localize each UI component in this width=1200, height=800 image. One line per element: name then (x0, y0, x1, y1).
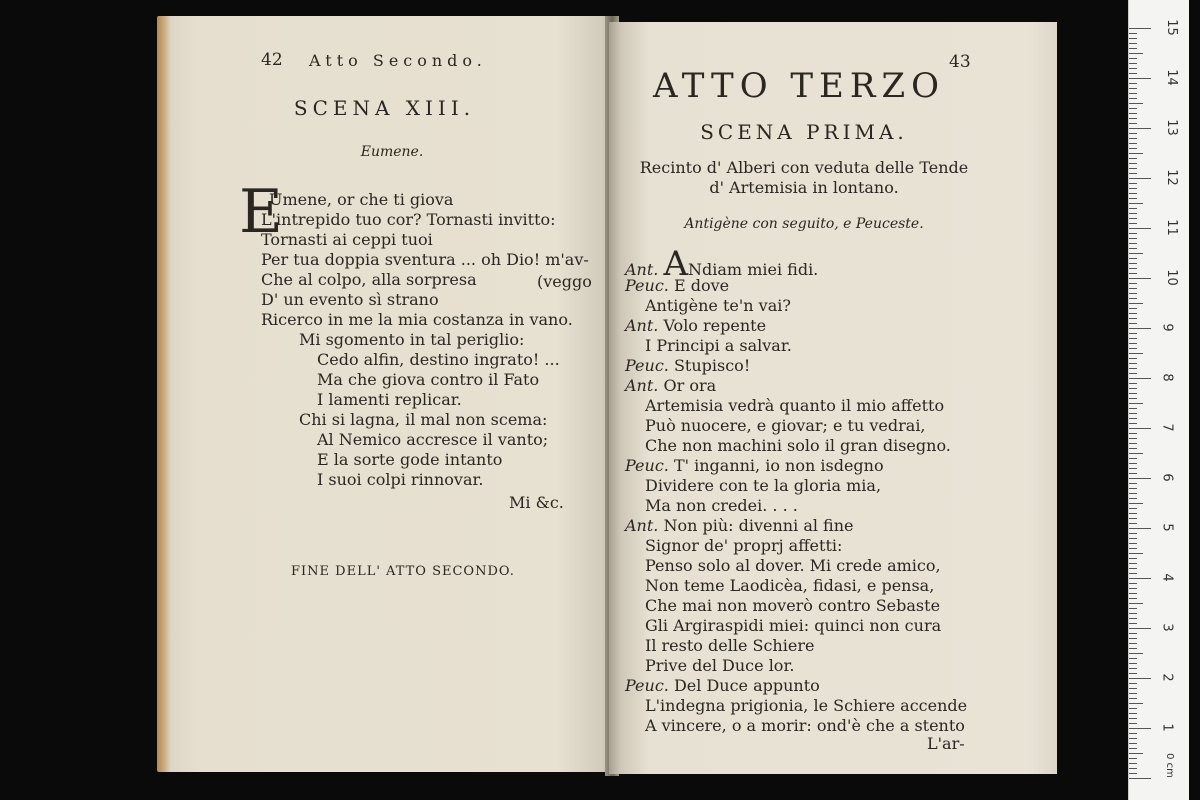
ruler-tick (1129, 723, 1137, 724)
ruler-tick (1129, 448, 1137, 449)
dialogue-text: Stupisco! (673, 356, 751, 375)
ruler-tick (1129, 373, 1137, 374)
ruler-tick (1129, 628, 1151, 629)
ruler-tick (1129, 253, 1143, 254)
scene-characters: Antigène con seguito, e Peuceste. (684, 216, 924, 232)
ruler-tick (1129, 308, 1137, 309)
ruler-number: 2 (1159, 673, 1175, 682)
ruler-tick (1129, 608, 1137, 609)
dialogue-line: A vincere, o a morir: ond'è che a stento (645, 716, 965, 735)
ruler-tick (1129, 653, 1143, 654)
ruler-tick (1129, 503, 1143, 504)
open-book (157, 16, 1062, 776)
ruler-tick (1129, 743, 1137, 744)
dialogue-line (625, 276, 729, 295)
ruler-tick (1129, 103, 1143, 104)
ruler-tick (1129, 298, 1137, 299)
speaker-label: Ant. (625, 376, 664, 395)
ruler-tick (1129, 73, 1137, 74)
ruler-tick (1129, 603, 1143, 604)
ruler-tick (1129, 228, 1151, 229)
ruler-tick (1129, 98, 1137, 99)
ruler-tick (1129, 533, 1137, 534)
ruler-tick (1129, 198, 1137, 199)
left-page (157, 16, 612, 772)
ruler-tick (1129, 748, 1137, 749)
dialogue-line: L'indegna prigionia, le Schiere accende (645, 696, 968, 715)
ruler-tick (1129, 458, 1137, 459)
ruler-tick (1129, 163, 1137, 164)
ruler-tick (1129, 213, 1137, 214)
ruler-tick (1129, 523, 1137, 524)
ruler-tick (1129, 283, 1137, 284)
dialogue-line: Penso solo al dover. Mi crede amico, (645, 556, 941, 575)
ruler-tick (1129, 173, 1137, 174)
ruler-tick (1129, 538, 1137, 539)
ruler-tick (1129, 368, 1137, 369)
ruler-tick (1129, 193, 1137, 194)
ruler-tick (1129, 398, 1137, 399)
ruler-tick (1129, 68, 1137, 69)
ruler-tick (1129, 423, 1137, 424)
ruler-tick (1129, 118, 1137, 119)
ruler-tick (1129, 93, 1137, 94)
ruler-tick (1129, 658, 1137, 659)
ruler-tick (1129, 543, 1137, 544)
right-page-number: 43 (949, 52, 971, 72)
ruler-tick (1129, 733, 1137, 734)
ruler-tick (1129, 728, 1151, 729)
left-page-number: 42 (261, 50, 283, 70)
ruler-tick (1129, 613, 1137, 614)
ruler-tick (1129, 413, 1137, 414)
right-drop-cap: A (663, 244, 689, 284)
ruler-tick (1129, 403, 1143, 404)
dialogue-line: Che mai non moverò contro Sebaste (645, 596, 941, 615)
ruler-number: 13 (1163, 119, 1179, 136)
ruler-tick (1129, 498, 1137, 499)
speaker-label: Ant. (625, 316, 664, 335)
verse-line: Mi &c. (509, 493, 564, 512)
ruler-tick (1129, 48, 1137, 49)
verse-line: (veggo (537, 272, 592, 291)
ruler-tick (1129, 78, 1151, 79)
ruler-tick (1129, 338, 1137, 339)
ruler-tick (1129, 548, 1137, 549)
ruler-tick (1129, 718, 1137, 719)
right-scene-title: SCENA PRIMA. (700, 120, 908, 144)
ruler-tick (1129, 223, 1137, 224)
ruler-tick (1129, 488, 1137, 489)
speaker-label: Peuc. (625, 356, 674, 375)
ruler-tick (1129, 623, 1137, 624)
setting-line-1: Recinto d' Alberi con veduta delle Tende (639, 158, 969, 177)
ruler-tick (1129, 553, 1143, 554)
ruler-tick (1129, 698, 1137, 699)
ruler-number: 15 (1163, 19, 1179, 36)
speaker-label: Peuc. (625, 676, 674, 695)
ruler-tick (1129, 643, 1137, 644)
ruler-tick (1129, 418, 1137, 419)
ruler-tick (1129, 138, 1137, 139)
speaker-label: Peuc. (625, 276, 674, 295)
ruler-tick (1129, 508, 1137, 509)
ruler-tick (1129, 263, 1137, 264)
dialogue-line: Antigène te'n vai? (645, 296, 791, 315)
ruler-tick (1129, 158, 1137, 159)
dialogue-line (625, 376, 716, 395)
ruler-tick (1129, 678, 1151, 679)
ruler-number: 14 (1163, 69, 1179, 86)
dialogue-line: Artemisia vedrà quanto il mio affetto (645, 396, 945, 415)
verse-line: D' un evento sì strano (261, 290, 439, 309)
verse-line: Mi sgomento in tal periglio: (299, 330, 525, 349)
ruler-tick (1129, 123, 1137, 124)
verse-line: Cedo alfin, destino ingrato! ... (317, 350, 560, 369)
ruler-tick (1129, 53, 1143, 54)
ruler-tick (1129, 598, 1137, 599)
left-running-head: Atto Secondo. (309, 51, 487, 70)
ruler-tick (1129, 463, 1137, 464)
right-page (609, 22, 1057, 774)
ruler-number: 8 (1159, 373, 1175, 382)
dialogue-text: T' inganni, io non isdegno (673, 456, 884, 475)
dialogue-line: Non teme Laodicèa, fidasi, e pensa, (645, 576, 935, 595)
ruler-tick (1129, 633, 1137, 634)
ruler-tick (1129, 303, 1143, 304)
ruler-tick (1129, 568, 1137, 569)
ruler-tick (1129, 288, 1137, 289)
ruler-tick (1129, 668, 1137, 669)
verse-line: I lamenti replicar. (317, 390, 462, 409)
ruler-tick (1129, 588, 1137, 589)
ruler-tick (1129, 58, 1137, 59)
ruler-tick (1129, 618, 1137, 619)
verse-line: Tornasti ai ceppi tuoi (261, 230, 433, 249)
dialogue-line (625, 356, 750, 375)
ruler-tick (1129, 268, 1137, 269)
ruler-tick (1129, 348, 1137, 349)
ruler-tick (1129, 358, 1137, 359)
dialogue-line: I Principi a salvar. (645, 336, 792, 355)
ruler-tick (1129, 108, 1137, 109)
ruler-tick (1129, 343, 1137, 344)
left-character-name: Eumene. (360, 144, 424, 160)
ruler-tick (1129, 563, 1137, 564)
ruler-number: 12 (1163, 169, 1179, 186)
dialogue-line (625, 316, 766, 335)
end-of-act-note: FINE DELL' ATTO SECONDO. (291, 564, 515, 579)
ruler-tick (1129, 148, 1137, 149)
ruler-number: 6 (1159, 473, 1175, 482)
ruler-tick (1129, 753, 1143, 754)
ruler-tick (1129, 63, 1137, 64)
ruler-tick (1129, 153, 1143, 154)
setting-line-2: d' Artemisia in lontano. (709, 178, 899, 197)
dialogue-text: E dove (673, 276, 730, 295)
ruler-tick (1129, 513, 1137, 514)
ruler-tick (1129, 393, 1137, 394)
ruler-tick (1129, 208, 1137, 209)
catchword: L'ar- (927, 734, 965, 753)
ruler-tick (1129, 313, 1137, 314)
ruler-tick (1129, 468, 1137, 469)
ruler-tick (1129, 218, 1137, 219)
ruler-tick (1129, 648, 1137, 649)
ruler-tick (1129, 293, 1137, 294)
ruler-tick (1129, 183, 1137, 184)
ruler-tick (1129, 318, 1137, 319)
ruler-tick (1129, 273, 1137, 274)
verse-line: I suoi colpi rinnovar. (317, 470, 484, 489)
ruler-number: 7 (1159, 423, 1175, 432)
ruler-tick (1129, 708, 1137, 709)
ruler-tick (1129, 258, 1137, 259)
ruler-tick (1129, 688, 1137, 689)
speaker-label: Ant. (625, 260, 664, 279)
ruler-tick (1129, 673, 1137, 674)
verse-line: Ricerco in me la mia costanza in vano. (261, 310, 573, 329)
dialogue-line (625, 676, 820, 695)
dialogue-text: Del Duce appunto (673, 676, 820, 695)
verse-line: E la sorte gode intanto (317, 450, 503, 469)
verse-line: Umene, or che ti giova (269, 190, 454, 209)
ruler-tick (1129, 83, 1137, 84)
ruler-number: 4 (1159, 573, 1175, 582)
ruler-tick (1129, 143, 1137, 144)
verse-line: Che al colpo, alla sorpresa (261, 270, 477, 289)
ruler-tick (1129, 583, 1137, 584)
verse-line: L'intrepido tuo cor? Tornasti invitto: (261, 210, 556, 229)
ruler-tick (1129, 713, 1137, 714)
ruler-tick (1129, 38, 1137, 39)
verse-line: Chi si lagna, il mal non scema: (299, 410, 548, 429)
ruler-tick (1129, 453, 1143, 454)
ruler-tick (1129, 768, 1137, 769)
ruler-tick (1129, 483, 1137, 484)
verse-line: Ma che giova contro il Fato (317, 370, 540, 389)
dialogue-line: Gli Argiraspidi miei: quinci non cura (645, 616, 942, 635)
ruler-tick (1129, 443, 1137, 444)
dialogue-text: Non più: divenni al fine (663, 516, 854, 535)
ruler-tick (1129, 518, 1137, 519)
ruler-tick (1129, 758, 1137, 759)
measurement-ruler (1128, 0, 1189, 800)
act-title: ATTO TERZO (653, 66, 945, 106)
ruler-tick (1129, 88, 1137, 89)
left-scene-title: SCENA XIII. (293, 96, 476, 120)
ruler-tick (1129, 433, 1137, 434)
ruler-tick (1129, 128, 1151, 129)
speaker-label: Ant. (625, 516, 664, 535)
ruler-tick (1129, 428, 1151, 429)
ruler-tick (1129, 43, 1137, 44)
verse-line: Per tua doppia sventura ... oh Dio! m'av- (261, 250, 589, 269)
ruler-tick (1129, 353, 1143, 354)
ruler-tick (1129, 188, 1137, 189)
ruler-tick (1129, 363, 1137, 364)
ruler-tick (1129, 33, 1137, 34)
ruler-tick (1129, 168, 1137, 169)
ruler-tick (1129, 693, 1137, 694)
ruler-tick (1129, 558, 1137, 559)
ruler-tick (1129, 573, 1137, 574)
dialogue-line: Dividere con te la gloria mia, (645, 476, 882, 495)
ruler-tick (1129, 773, 1137, 774)
dialogue-line (625, 456, 884, 475)
ruler-tick (1129, 778, 1151, 779)
ruler-tick (1129, 203, 1143, 204)
ruler-tick (1129, 478, 1151, 479)
ruler-tick (1129, 328, 1151, 329)
ruler-number: 11 (1163, 219, 1179, 236)
ruler-tick (1129, 133, 1137, 134)
ruler-tick (1129, 703, 1143, 704)
dialogue-line: Ma non credei. . . . (645, 496, 798, 515)
ruler-tick (1129, 638, 1137, 639)
dialogue-line: Signor de' proprj affetti: (645, 536, 843, 555)
left-drop-cap: E (239, 177, 283, 247)
ruler-number: 9 (1159, 323, 1175, 332)
ruler-tick (1129, 248, 1137, 249)
ruler-tick (1129, 408, 1137, 409)
ruler-number: 3 (1159, 623, 1175, 632)
ruler-tick (1129, 233, 1137, 234)
ruler-tick (1129, 388, 1137, 389)
speaker-label: Peuc. (625, 456, 674, 475)
ruler-tick (1129, 28, 1151, 29)
ruler-tick (1129, 738, 1137, 739)
dialogue-line: Che non machini solo il gran disegno. (645, 436, 951, 455)
ruler-tick (1129, 243, 1137, 244)
ruler-tick (1129, 493, 1137, 494)
ruler-tick (1129, 663, 1137, 664)
ruler-tick (1129, 113, 1137, 114)
ruler-tick (1129, 683, 1137, 684)
ruler-number: 5 (1159, 523, 1175, 532)
dialogue-line (625, 516, 854, 535)
ruler-tick (1129, 178, 1151, 179)
ruler-number: 10 (1163, 269, 1179, 286)
dialogue-text: Volo repente (663, 316, 767, 335)
dialogue-line: Il resto delle Schiere (645, 636, 815, 655)
ruler-tick (1129, 763, 1137, 764)
ruler-tick (1129, 528, 1151, 529)
ruler-tick (1129, 438, 1137, 439)
ruler-tick (1129, 238, 1137, 239)
ruler-unit-label: 0 cm (1163, 753, 1175, 778)
dialogue-line: Può nuocere, e giovar; e tu vedrai, (645, 416, 926, 435)
dialogue-line: Prive del Duce lor. (645, 656, 795, 675)
ruler-tick (1129, 473, 1137, 474)
dialogue-text: Or ora (663, 376, 717, 395)
ruler-tick (1129, 378, 1151, 379)
ruler-tick (1129, 333, 1137, 334)
ruler-tick (1129, 383, 1137, 384)
ruler-tick (1129, 578, 1151, 579)
ruler-number: 1 (1159, 723, 1175, 732)
verse-line: Al Nemico accresce il vanto; (317, 430, 549, 449)
ruler-tick (1129, 278, 1151, 279)
ruler-tick (1129, 593, 1137, 594)
ruler-tick (1129, 323, 1137, 324)
dialogue-text: Ndiam miei fidi. (688, 260, 819, 279)
